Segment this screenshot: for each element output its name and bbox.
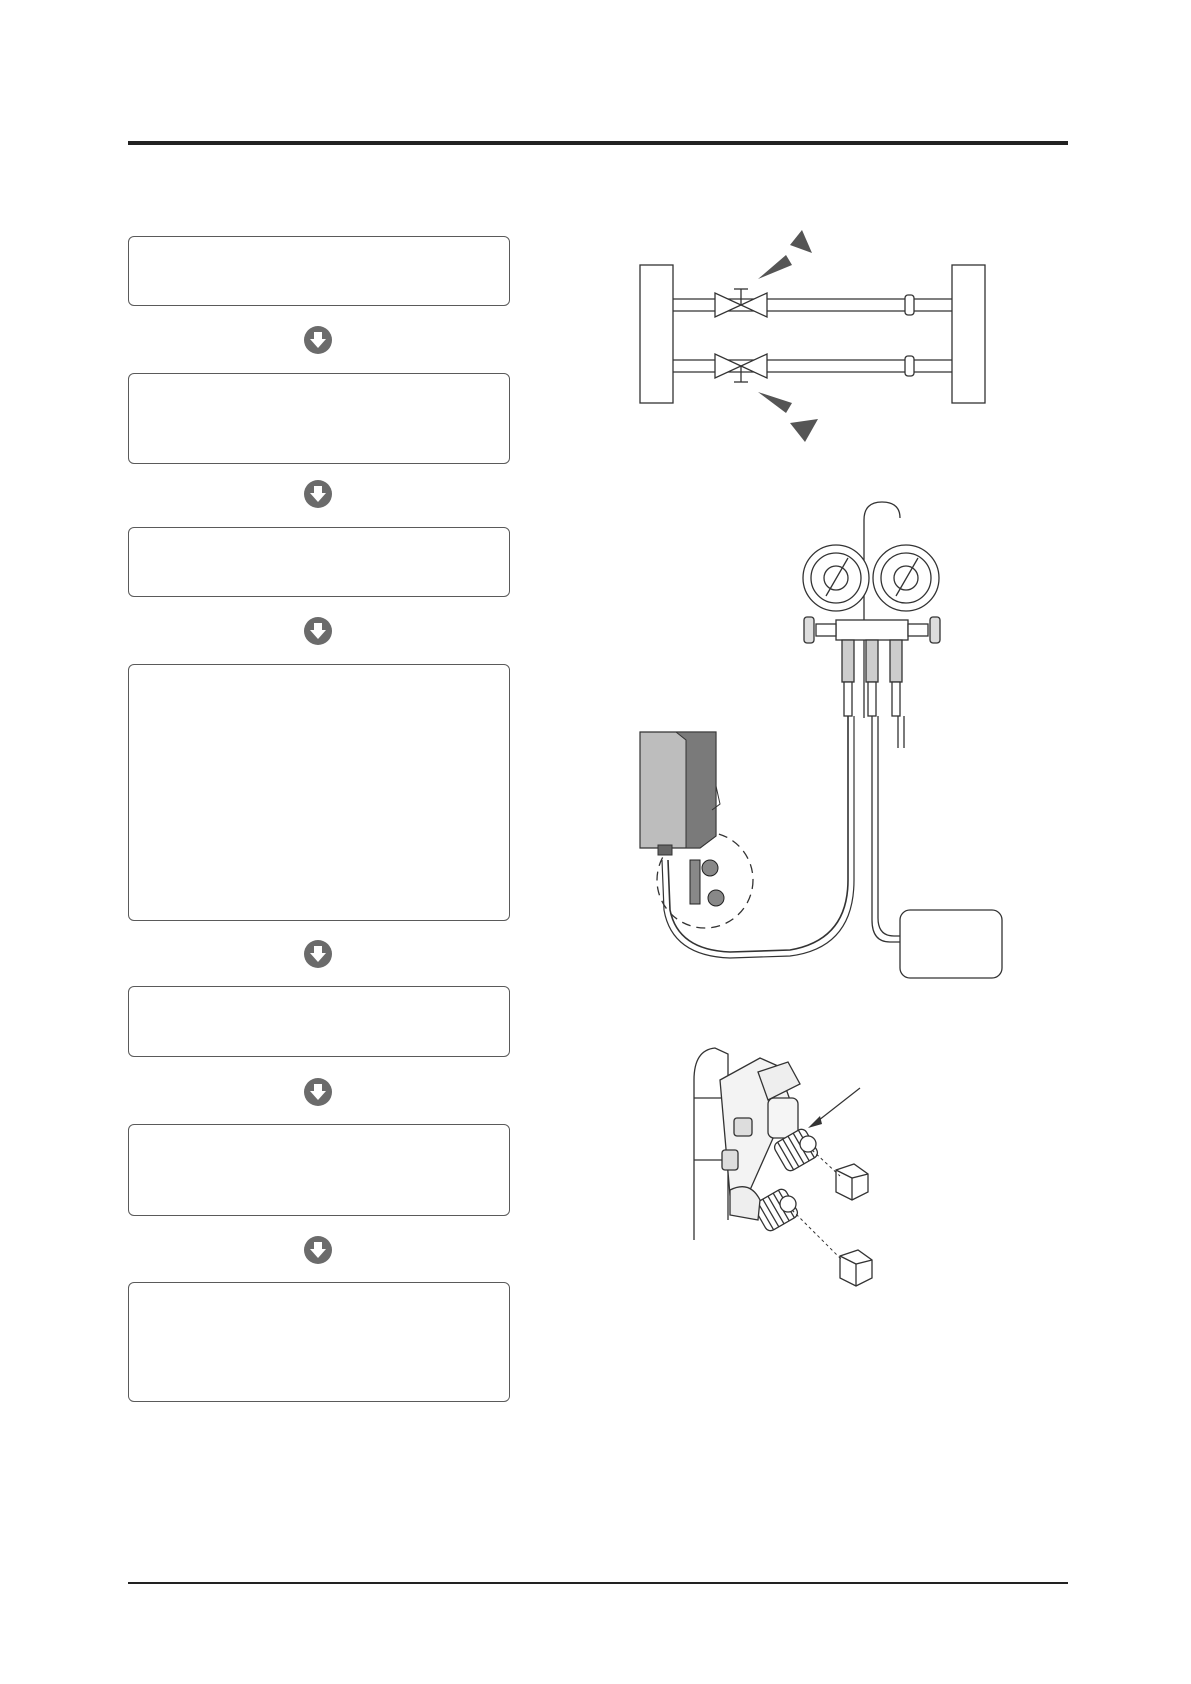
down-arrow-icon: [303, 479, 333, 509]
header-rule: [128, 141, 1068, 145]
flow-step-7: [128, 1282, 510, 1402]
down-arrow-icon: [303, 939, 333, 969]
down-arrow-icon: [303, 325, 333, 355]
service-valve-caps: [690, 1040, 890, 1300]
flow-step-4: [128, 664, 510, 921]
flow-step-1: [128, 236, 510, 306]
footer-rule: [128, 1582, 1068, 1584]
valve-line-diagram: [630, 225, 1000, 445]
manifold-gauge-connection: [620, 500, 1020, 980]
flow-step-6: [128, 1124, 510, 1216]
down-arrow-icon: [303, 1235, 333, 1265]
flow-step-5: [128, 986, 510, 1057]
flow-step-3: [128, 527, 510, 597]
down-arrow-icon: [303, 616, 333, 646]
down-arrow-icon: [303, 1077, 333, 1107]
flow-step-2: [128, 373, 510, 464]
